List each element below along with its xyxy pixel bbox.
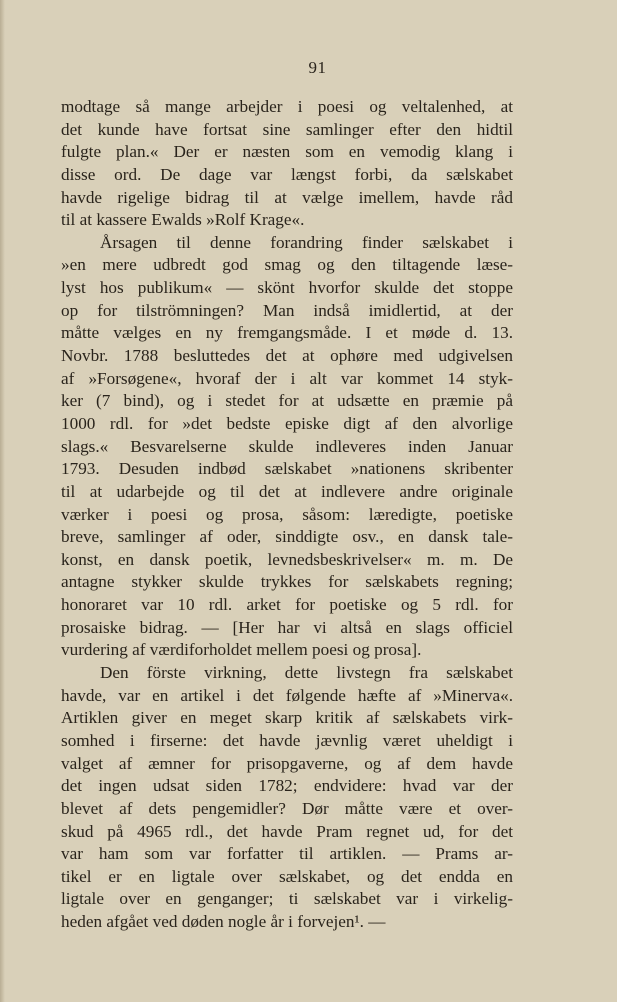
text-line: fulgte plan.« Der er næsten som en vemodig klang i xyxy=(61,142,513,162)
text-line: antagne stykker skulde trykkes for sælskabets regning; xyxy=(61,572,513,592)
text-line: valget af æmner for prisopgaverne, og af dem havde xyxy=(61,753,513,773)
text-line: Årsagen til denne forandring finder sælskabet i xyxy=(100,232,513,252)
text-line: breve, samlinger af oder, sinddigte osv., en dansk tale- xyxy=(61,527,513,547)
text-line: 1793. Desuden indbød sælskabet »nationens skribenter xyxy=(61,459,513,479)
text-line: Artiklen giver en meget skarp kritik af sælskabets virk- xyxy=(61,708,513,728)
text-line: tikel er en ligtale over sælskabet, og det endda en xyxy=(61,866,513,886)
text-line: somhed i firserne: det havde jævnlig været uheldigt i xyxy=(61,730,513,750)
text-line: måtte vælges en ny fremgangsmåde. I et møde d. 13. xyxy=(61,323,513,343)
text-line: ligtale over en genganger; ti sælskabet var i virkelig- xyxy=(61,889,513,909)
text-line: Novbr. 1788 besluttedes det at ophøre med udgivelsen xyxy=(61,346,513,366)
page-edge xyxy=(0,0,5,1002)
text-line: det ingen udsat siden 1782; endvidere: hvad var der xyxy=(61,776,513,796)
text-line: Den förste virkning, dette livstegn fra sælskabet xyxy=(100,663,513,683)
text-line: værker i poesi og prosa, såsom: læredigte, poetiske xyxy=(61,504,513,524)
text-line: slags.« Besvarelserne skulde indleveres inden Januar xyxy=(61,436,513,456)
text-line: ker (7 bind), og i stedet for at udsætte en præmie på xyxy=(61,391,513,411)
text-line: skud på 4965 rdl., det havde Pram regnet ud, for det xyxy=(61,821,513,841)
text-line: honoraret var 10 rdl. arket for poetiske og 5 rdl. for xyxy=(61,595,513,615)
text-line: det kunde have fortsat sine samlinger efter den hidtil xyxy=(61,119,513,139)
text-line: 1000 rdl. for »det bedste episke digt af den alvorlige xyxy=(61,413,513,433)
text-line: konst, en dansk poetik, levnedsbeskrivelser« m. m. De xyxy=(61,549,513,569)
text-line: heden afgået ved døden nogle år i forvejen¹. — xyxy=(61,912,386,932)
page-number: 91 xyxy=(308,58,327,77)
text-line: vurdering af værdiforholdet mellem poesi og prosa]. xyxy=(61,640,422,660)
text-line: disse ord. De dage var længst forbi, da sælskabet xyxy=(61,164,513,184)
body-text xyxy=(61,96,513,934)
text-line: lyst hos publikum« — skönt hvorfor skulde det stoppe xyxy=(61,278,513,298)
text-line: havde, var en artikel i det følgende hæfte af »Minerva«. xyxy=(61,685,513,705)
text-line: blevet af dets pengemidler? Dør måtte være et over- xyxy=(61,798,513,818)
text-line: prosaiske bidrag. — [Her har vi altså en slags officiel xyxy=(61,617,513,637)
text-line: til at udarbejde og til det at indlevere andre originale xyxy=(61,481,513,501)
text-line: »en mere udbredt god smag og den tiltagende læse- xyxy=(61,255,513,275)
text-line: op for tilströmningen? Man indså imidlertid, at der xyxy=(61,300,513,320)
text-line: til at kassere Ewalds »Rolf Krage«. xyxy=(61,210,305,230)
text-line: modtage så mange arbejder i poesi og veltalenhed, at xyxy=(61,97,513,116)
text-line: var ham som var forfatter til artiklen. — Prams ar- xyxy=(61,844,513,864)
text-line: havde rigelige bidrag til at vælge imellem, havde råd xyxy=(61,187,513,207)
text-line: af »Forsøgene«, hvoraf der i alt var kommet 14 styk- xyxy=(61,368,513,388)
